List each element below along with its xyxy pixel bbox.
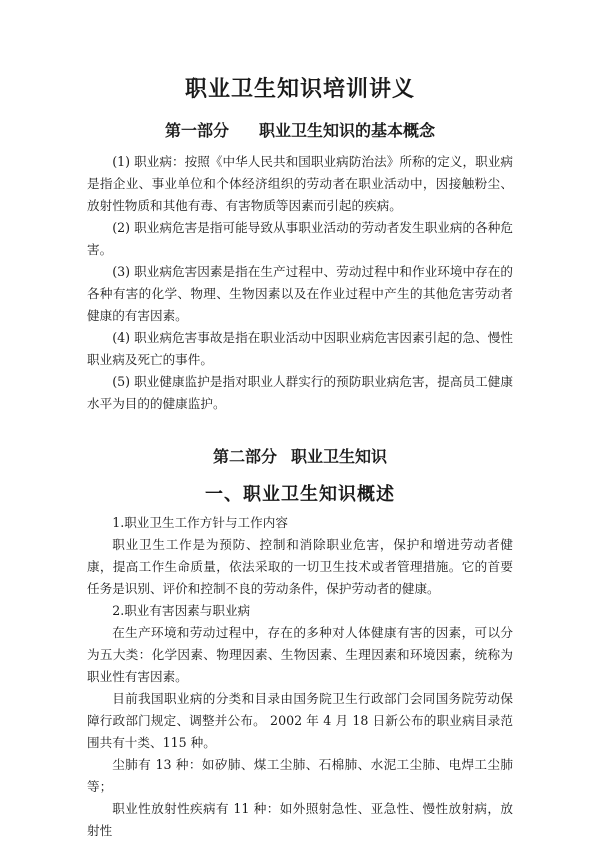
- part2-heading: [0, 444, 600, 467]
- body-paragraph: 在生产环境和劳动过程中，存在的多种对人体健康有害的因素，可以分为五大类：化学因素、物理因素、生物因素、生理因素和环境因素，统称为职业性有害因素。: [87, 625, 513, 684]
- definition-item: (1) 职业病：按照《中华人民共和国职业病防治法》所称的定义，职业病是指企业、事业单位和个体经济组织的劳动者在职业活动中，因接触粉尘、放射性物质和其他有毒、有害物质等因素而引起的疾病。: [87, 154, 513, 213]
- part2-label: 第二部分: [212, 447, 277, 466]
- subsection-heading: 1.职业卫生工作方针与工作内容: [112, 515, 288, 530]
- part1-heading: [0, 118, 600, 141]
- document-title: 职业卫生知识培训讲义: [184, 77, 415, 102]
- part2-body: [87, 512, 513, 842]
- subsection-heading: 2.职业有害因素与职业病: [112, 603, 251, 618]
- definition-item: (4) 职业病危害事故是指在职业活动中因职业病危害因素引起的急、慢性职业病及死亡的事件。: [87, 330, 513, 367]
- definition-item: (3) 职业病危害因素是指在生产过程中、劳动过程中和作业环境中存在的各种有害的化学、物理、生物因素以及在作业过程中产生的其他危害劳动者健康的有害因素。: [87, 264, 513, 323]
- body-paragraph: 职业卫生工作是为预防、控制和消除职业危害，保护和增进劳动者健康，提高工作生命质量，依法采取的一切卫生技术或者管理措施。它的首要任务是识别、评价和控制不良的劳动条件，保护劳动者的健康。: [87, 537, 513, 596]
- definition-item: (5) 职业健康监护是指对职业人群实行的预防职业病危害，提高员工健康水平为目的的健康监护。: [87, 374, 513, 411]
- part1-definitions: [87, 151, 513, 415]
- part1-title: 职业卫生知识的基本概念: [259, 121, 436, 140]
- body-paragraph: 尘肺有 13 种：如矽肺、煤工尘肺、石棉肺、水泥工尘肺、电焊工尘肺等；: [87, 757, 513, 794]
- part2-title: 职业卫生知识: [291, 447, 388, 466]
- section-heading: 一、职业卫生知识概述: [205, 484, 395, 505]
- body-paragraph: 目前我国职业病的分类和目录由国务院卫生行政部门会同国务院劳动保障行政部门规定、调整并公布。 2002 年 4 月 18 日新公布的职业病目录范围共有十类、115 种。: [87, 691, 513, 750]
- part1-label: 第一部分: [164, 121, 229, 140]
- definition-item: (2) 职业病危害是指可能导致从事职业活动的劳动者发生职业病的各种危害。: [87, 220, 513, 257]
- body-paragraph: 职业性放射性疾病有 11 种：如外照射急性、亚急性、慢性放射病，放射性: [87, 801, 513, 838]
